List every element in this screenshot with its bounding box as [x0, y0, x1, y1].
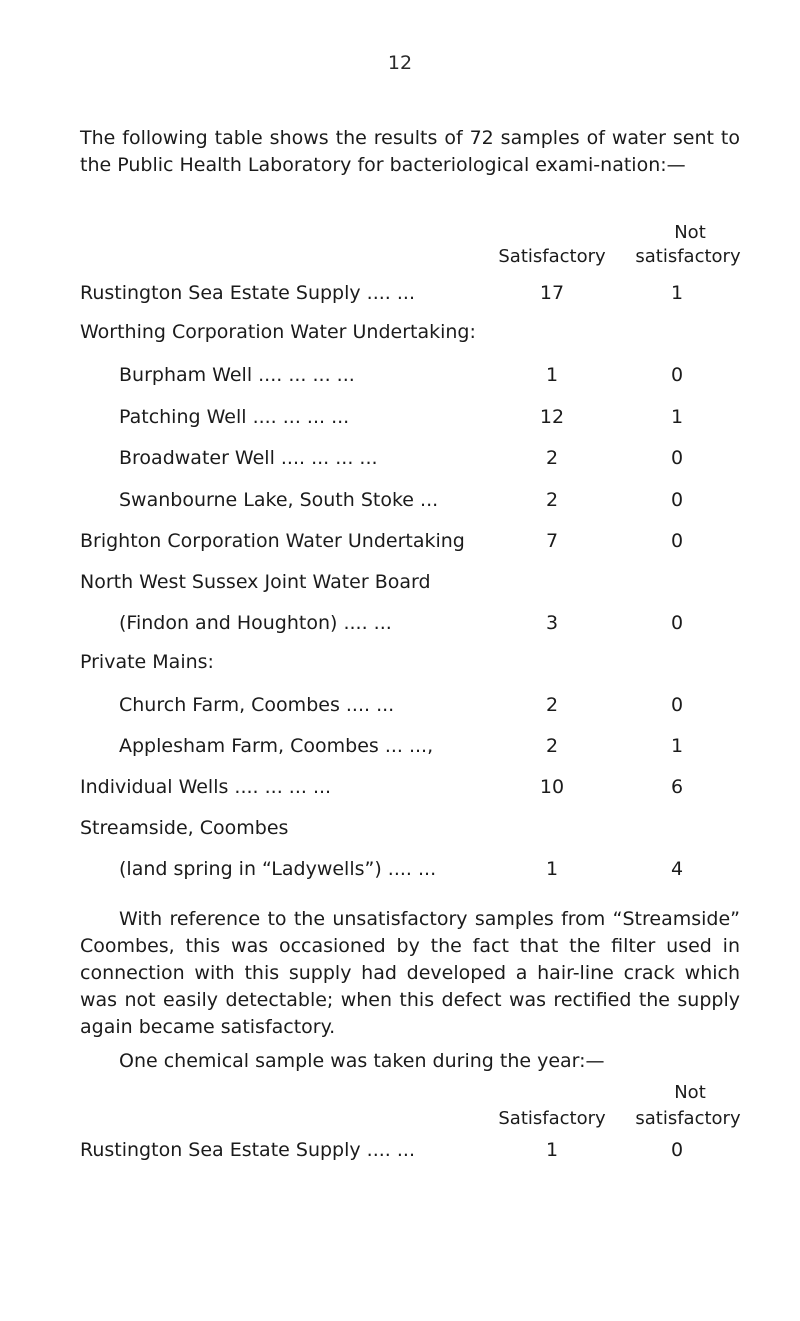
row-label: Church Farm, Coombes .... ... [119, 694, 395, 716]
not-satisfactory-value: 0 [670, 612, 684, 634]
satisfactory-value: 7 [545, 530, 559, 552]
table-row [0, 447, 800, 477]
row-label: Individual Wells .... ... ... ... [80, 776, 332, 798]
row-label: Burpham Well .... ... ... ... [119, 364, 355, 386]
not-header-2: Not [674, 1082, 706, 1103]
satisfactory-value: 3 [545, 612, 559, 634]
table-row [0, 571, 800, 601]
not-satisfactory-value: 0 [670, 530, 684, 552]
not-satisfactory-value: 1 [670, 735, 684, 757]
satisfactory-value: 2 [545, 489, 559, 511]
table-row [0, 651, 800, 681]
not-satisfactory-header-2: satisfactory [635, 1108, 741, 1129]
not-satisfactory-value: 1 [670, 406, 684, 428]
table-row [0, 735, 800, 765]
satisfactory-value: 1 [545, 1139, 559, 1161]
row-label: North West Sussex Joint Water Board [80, 571, 431, 593]
streamside-paragraph: With reference to the unsatisfactory samples from “Streamside” Coombes, this was occasioned by the fact that the filter used in connection with this supply had developed a hair-line crack which was not easily detectable; when this defect was rectified the supply again became satisfactory. [80, 908, 740, 1038]
not-header: Not [674, 222, 706, 243]
table-row [0, 489, 800, 519]
satisfactory-header-2: Satisfactory [498, 1108, 606, 1129]
table-row [0, 694, 800, 724]
row-label: Applesham Farm, Coombes ... ..., [119, 735, 434, 757]
satisfactory-value: 2 [545, 694, 559, 716]
page-number: 12 [387, 52, 413, 74]
row-label: Brighton Corporation Water Undertaking [80, 530, 465, 552]
table-row [0, 530, 800, 560]
satisfactory-value: 1 [545, 364, 559, 386]
satisfactory-value: 2 [545, 447, 559, 469]
table-row [0, 776, 800, 806]
satisfactory-value: 17 [539, 282, 565, 304]
not-satisfactory-value: 6 [670, 776, 684, 798]
row-label: Patching Well .... ... ... ... [119, 406, 350, 428]
table-row [0, 321, 800, 351]
not-satisfactory-value: 0 [670, 694, 684, 716]
not-satisfactory-value: 1 [670, 282, 684, 304]
row-label: Swanbourne Lake, South Stoke ... [119, 489, 439, 511]
row-label: Rustington Sea Estate Supply .... ... [80, 1139, 415, 1161]
intro-paragraph: The following table shows the results of 72 samples of water sent to the Public Health Laboratory for bacteriological exami-nation:— [80, 127, 740, 176]
row-label: Private Mains: [80, 651, 214, 673]
table-row [0, 858, 800, 888]
satisfactory-header: Satisfactory [498, 246, 606, 267]
table-row [0, 282, 800, 312]
row-label: Streamside, Coombes [80, 817, 289, 839]
row-label: Rustington Sea Estate Supply .... ... [80, 282, 415, 304]
table-row [0, 406, 800, 436]
table-row [0, 1139, 800, 1169]
row-label: (Findon and Houghton) .... ... [119, 612, 392, 634]
satisfactory-value: 1 [545, 858, 559, 880]
not-satisfactory-header: satisfactory [635, 246, 741, 267]
not-satisfactory-value: 0 [670, 364, 684, 386]
row-label: Broadwater Well .... ... ... ... [119, 447, 378, 469]
not-satisfactory-value: 0 [670, 1139, 684, 1161]
table-row [0, 817, 800, 847]
satisfactory-value: 10 [539, 776, 565, 798]
chemical-sample-paragraph: One chemical sample was taken during the year:— [119, 1050, 605, 1072]
not-satisfactory-value: 4 [670, 858, 684, 880]
satisfactory-value: 2 [545, 735, 559, 757]
row-label: Worthing Corporation Water Undertaking: [80, 321, 476, 343]
not-satisfactory-value: 0 [670, 447, 684, 469]
satisfactory-value: 12 [539, 406, 565, 428]
table-row [0, 364, 800, 394]
row-label: (land spring in “Ladywells”) .... ... [119, 858, 437, 880]
not-satisfactory-value: 0 [670, 489, 684, 511]
table-row [0, 612, 800, 642]
